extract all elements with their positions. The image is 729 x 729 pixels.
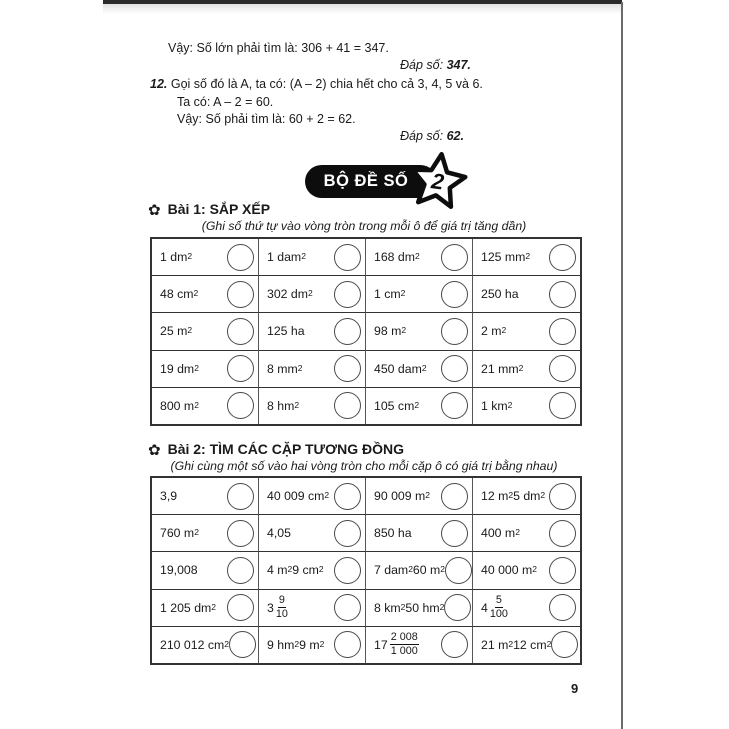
cell-value: 760 m $^2$ [160,526,199,541]
answer-circle[interactable] [227,244,254,271]
solution-line: Vậy: Số phải tìm là: 60 + 2 = 62. [177,112,356,126]
answer-circle[interactable] [549,392,576,419]
fraction: $\frac{2 008}{1 000}$ [390,631,418,658]
answer-circle[interactable] [227,594,254,621]
badge-number-glyph: 2 [429,168,446,195]
page-right-edge [621,2,623,729]
answer-circle[interactable] [551,631,578,658]
cell-value: 8 hm $^2$ [267,398,300,413]
cell-value: 1 cm $^2$ [374,287,406,302]
answer-circle[interactable] [549,355,576,382]
table-cell [366,313,473,350]
flower-icon: ✿ [148,202,161,219]
answer-circle[interactable] [441,355,468,382]
answer-value: 62. [446,129,464,143]
cell-value: 125 mm $^2$ [481,250,531,265]
table-cell [152,388,259,424]
cell-value: 4,05 [267,526,291,541]
answer-circle[interactable] [334,594,361,621]
answer-circle[interactable] [549,281,576,308]
exercise2-instruction: (Ghi cùng một số vào hai vòng tròn cho mỗi cặp ô có giá trị bằng nhau) [170,459,558,473]
table-cell [152,590,259,627]
answer-line [400,129,464,143]
cell-value: 40 000 m $^2$ [481,563,538,578]
cell-value: 7 dam $^2$ 60 m $^2$ [374,563,445,578]
exercise2-title: Bài 2: TÌM CÁC CẶP TƯƠNG ĐỒNG [167,441,404,457]
fraction: $\frac{5}{100}$ [489,594,508,621]
cell-value: 250 ha [481,287,519,302]
table-cell [366,590,473,627]
table-cell [473,239,580,276]
table-cell [366,627,473,663]
answer-circle[interactable] [445,557,472,584]
cell-value: 1 dm $^2$ [160,250,193,265]
cell-value: 1 dam $^2$ [267,250,306,265]
cell-value: 40 009 cm $^2$ [267,489,330,504]
table-cell [366,351,473,388]
answer-circle[interactable] [441,520,468,547]
answer-circle[interactable] [227,392,254,419]
test-set-badge [303,148,473,210]
cell-value: 105 cm $^2$ [374,398,420,413]
page-number: 9 [571,681,579,696]
answer-circle[interactable] [444,594,471,621]
table-cell [152,478,259,515]
answer-circle[interactable] [334,355,361,382]
answer-circle[interactable] [441,631,468,658]
cell-value: 1 km $^2$ [481,398,513,413]
cell-value: 98 m $^2$ [374,324,407,339]
cell-value: 21 m $^2$ 12 cm $^2$ [481,637,552,652]
answer-circle[interactable] [441,392,468,419]
problem-item [150,76,483,93]
cell-value: 400 m $^2$ [481,526,520,541]
exercise1-header [148,200,270,219]
answer-circle[interactable] [334,244,361,271]
cell-value: 125 ha [267,324,305,339]
table-cell [473,478,580,515]
table-cell [473,276,580,313]
page-top-shadow [103,4,622,14]
table-cell [473,552,580,589]
answer-circle[interactable] [549,520,576,547]
answer-value: 347. [446,58,471,72]
table-cell [366,239,473,276]
cell-value: 800 m $^2$ [160,398,199,413]
table-cell [473,351,580,388]
table-cell [259,388,366,424]
cell-value: 450 dam $^2$ [374,361,427,376]
table-cell [366,515,473,552]
exercise1-title: Bài 1: SẮP XẾP [167,201,271,217]
answer-circle[interactable] [229,631,256,658]
answer-circle[interactable] [334,520,361,547]
answer-circle[interactable] [227,318,254,345]
answer-circle[interactable] [334,483,361,510]
answer-circle[interactable] [334,392,361,419]
answer-circle[interactable] [549,244,576,271]
exercise2-table [150,476,582,665]
table-cell [152,276,259,313]
table-cell [473,515,580,552]
table-cell [152,552,259,589]
cell-value: 8 mm $^2$ [267,361,303,376]
answer-line [400,58,471,72]
table-cell [259,351,366,388]
table-cell [259,239,366,276]
answer-label: Đáp số: [400,129,444,143]
answer-circle[interactable] [227,483,254,510]
cell-value: 302 dm $^2$ [267,287,313,302]
solution-line: Ta có: A – 2 = 60. [177,95,274,109]
table-cell [259,627,366,663]
cell-value: 9 hm $^2$ 9 m $^2$ [267,637,325,652]
answer-label: Đáp số: [400,58,444,72]
fraction: $\frac{9}{10}$ [275,594,288,621]
cell-value: 21 mm $^2$ [481,361,524,376]
table-cell [366,552,473,589]
cell-value: 90 009 m $^2$ [374,489,431,504]
table-cell [366,478,473,515]
exercise1-instruction: (Ghi số thứ tự vào vòng tròn trong mỗi ô để giá trị tăng dần) [201,219,527,233]
answer-circle[interactable] [334,557,361,584]
exercise2-header [148,440,404,459]
table-cell [473,590,580,627]
answer-circle[interactable] [334,631,361,658]
table-cell [152,515,259,552]
table-cell [259,313,366,350]
cell-value: 4 m $^2$ 9 cm $^2$ [267,563,324,578]
table-cell [473,627,580,663]
cell-value: 168 dm $^2$ [374,250,420,265]
item-number: 12. [150,77,168,91]
star-icon [406,148,470,212]
table-cell [473,313,580,350]
cell-value: 3 $\frac{9}{10}$ [267,594,288,621]
table-cell [259,590,366,627]
cell-value: 25 m $^2$ [160,324,193,339]
cell-value: 850 ha [374,526,412,541]
cell-value: 1 205 dm $^2$ [160,600,217,615]
answer-circle[interactable] [227,557,254,584]
cell-value: 4 $\frac{5}{100}$ [481,594,508,621]
answer-circle[interactable] [441,483,468,510]
table-cell [259,515,366,552]
answer-circle[interactable] [549,594,576,621]
table-cell [259,552,366,589]
badge-label: BỘ ĐỀ SỐ [323,172,409,190]
cell-value: 8 km $^2$ 50 hm $^2$ [374,600,445,615]
table-cell [152,627,259,663]
item-text: Gọi số đó là A, ta có: (A – 2) chia hết cho cả 3, 4, 5 và 6. [170,77,483,91]
answer-circle[interactable] [227,520,254,547]
cell-value: 19,008 [160,563,198,578]
answer-circle[interactable] [227,355,254,382]
cell-value: 48 cm $^2$ [160,287,199,302]
flower-icon: ✿ [148,442,161,459]
cell-value: 3,9 [160,489,178,504]
cell-value: 2 m $^2$ [481,324,507,339]
table-cell [366,276,473,313]
cell-value: 210 012 cm $^2$ [160,637,229,652]
solution-line: Vậy: Số lớn phải tìm là: 306 + 41 = 347. [168,41,389,55]
answer-circle[interactable] [227,281,254,308]
table-cell [366,388,473,424]
table-cell [473,388,580,424]
answer-circle[interactable] [549,557,576,584]
answer-circle[interactable] [441,318,468,345]
answer-circle[interactable] [334,318,361,345]
cell-value: 12 m $^2$ 5 dm $^2$ [481,489,546,504]
table-cell [152,351,259,388]
answer-circle[interactable] [334,281,361,308]
answer-circle[interactable] [441,244,468,271]
exercise1-table [150,237,582,426]
cell-value: 17 $\frac{2 008}{1 000}$ [374,631,418,658]
answer-circle[interactable] [549,483,576,510]
table-cell [152,313,259,350]
cell-value: 19 dm $^2$ [160,361,199,376]
answer-circle[interactable] [549,318,576,345]
answer-circle[interactable] [441,281,468,308]
table-cell [152,239,259,276]
table-cell [259,478,366,515]
table-cell [259,276,366,313]
